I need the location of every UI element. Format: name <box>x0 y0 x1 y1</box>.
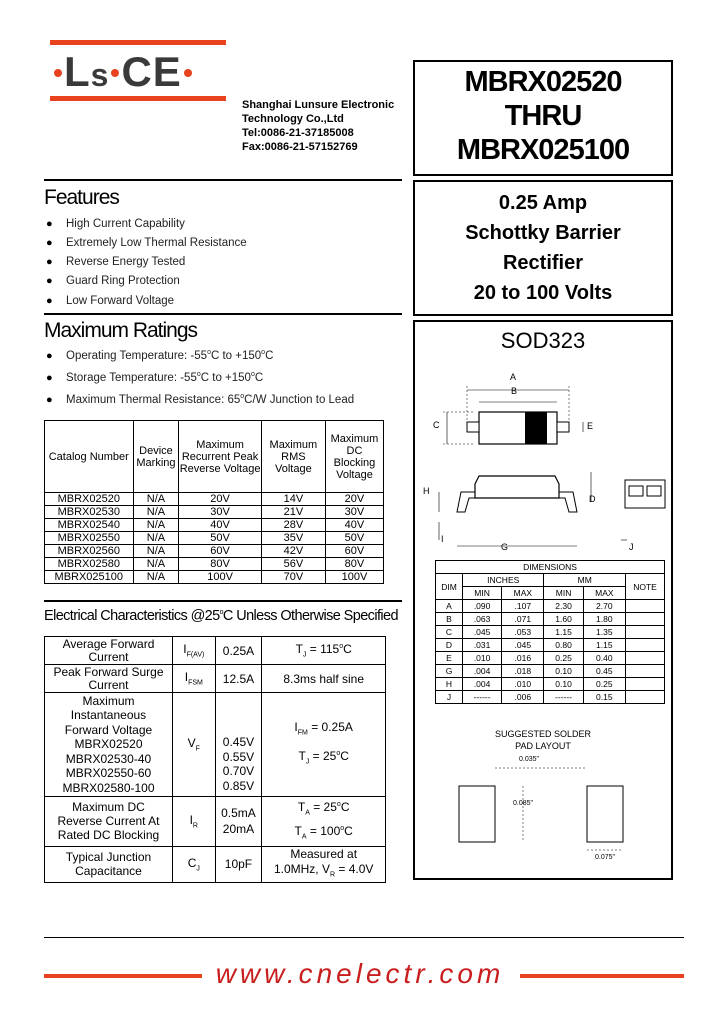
part-number-start: MBRX02520 <box>464 66 622 98</box>
features-rule <box>44 179 402 181</box>
param-label: Maximum DC Reverse Current At Rated DC Blocking <box>45 797 173 847</box>
logo-letter-l: L <box>64 48 91 95</box>
ratings-heading: Maximum Ratings <box>44 319 198 342</box>
table-row: C .045 .053 1.15 1.35 <box>436 626 665 639</box>
solder-layout-title: SUGGESTED SOLDER PAD LAYOUT <box>494 729 592 751</box>
table-row: MBRX02520 N/A 20V 14V 20V <box>45 493 384 506</box>
dim-label-a: A <box>510 372 517 382</box>
company-name-line2: Technology Co.,Ltd <box>242 113 344 125</box>
cathode-band <box>525 412 547 444</box>
electrical-rule <box>44 600 402 602</box>
table-row: Typical Junction Capacitance $C_J$ 10pF Measured at 1.0MHz, $V_R = 4.0V$ <box>45 846 386 882</box>
device-class: Rectifier <box>502 252 584 274</box>
logo-letters-ce: CE <box>121 48 182 95</box>
param-condition: Measured at 1.0MHz, $V_R = 4.0V$ <box>262 846 386 882</box>
bullet-icon: ● <box>46 295 53 307</box>
bullet-icon: ● <box>46 218 53 230</box>
company-tel: Tel:0086-21-37185008 <box>242 127 354 139</box>
logo-top-bar <box>50 40 226 45</box>
dim-label-j: J <box>629 542 634 552</box>
dimensions-title: DIMENSIONS <box>436 561 665 574</box>
dim-label-i: I <box>441 534 444 544</box>
table-row: Maximum Instantaneous Forward Voltage MBRX02520 MBRX02530-40 MBRX02550-60 MBRX02580-100 $V_F$ 0.45V 0.55V 0.70V 0.85V $I_{FM} = 0.25A$ $T_J = 25^oC$ <box>45 693 386 797</box>
bullet-icon: ● <box>46 275 53 287</box>
param-label: Average Forward Current <box>45 637 173 665</box>
bullet-icon: ● <box>46 394 53 406</box>
dim-label-g: G <box>501 542 509 552</box>
table-row: MBRX02540 N/A 40V 28V 40V <box>45 519 384 532</box>
param-condition: $I_{FM} = 0.25A$ $T_J = 25^oC$ <box>262 693 386 797</box>
feature-item: Low Forward Voltage <box>66 295 175 307</box>
param-value: 0.25A <box>215 637 262 665</box>
table-row: MBRX02550 N/A 50V 35V 50V <box>45 532 384 545</box>
header-recurrent-peak-voltage: Maximum Recurrent Peak Reverse Voltage <box>179 421 261 493</box>
table-row: D .031 .045 0.80 1.15 <box>436 639 665 652</box>
dim-label-h: H <box>423 486 430 496</box>
header-catalog-number: Catalog Number <box>45 421 134 493</box>
package-drawing <box>415 362 671 562</box>
table-row: MBRX02560 N/A 60V 42V 60V <box>45 545 384 558</box>
table-header-row: DIM INCHES MM NOTE <box>436 574 665 587</box>
table-row: MBRX02530 N/A 30V 21V 30V <box>45 506 384 519</box>
table-header-row: MIN MAX MIN MAX <box>436 587 665 600</box>
rating-operating-temp: Operating Temperature: -55$^o$C to $+150^oC$ <box>66 349 274 362</box>
lead-right <box>557 422 569 432</box>
rating-thermal-resistance: Maximum Thermal Resistance: 65$^o$C/W Junction to Lead <box>66 393 355 406</box>
rating-storage-temp: Storage Temperature: -55$^o$C to $+150^oC$ <box>66 371 264 384</box>
company-name-line1: Shanghai Lunsure Electronic <box>242 99 395 111</box>
table-row: J ------ .006 ------ 0.15 <box>436 691 665 704</box>
dim-label-e: E <box>587 421 594 431</box>
feature-item: Extremely Low Thermal Resistance <box>66 237 247 249</box>
ratings-table <box>44 420 384 584</box>
bullet-icon: ● <box>46 372 53 384</box>
part-number-end: MBRX025100 <box>456 134 630 166</box>
solder-pad-right <box>587 786 623 842</box>
param-value: 12.5A <box>215 665 262 693</box>
table-header-row <box>436 561 665 574</box>
table-row: G .004 .018 0.10 0.45 <box>436 665 665 678</box>
current-rating: 0.25 Amp <box>498 192 588 214</box>
table-row: Average Forward Current $I_{F(AV)}$ 0.25A $T_J = 115^oC$ <box>45 637 386 665</box>
feature-item: High Current Capability <box>66 218 185 230</box>
feature-item: Guard Ring Protection <box>66 275 180 287</box>
lead-side-right <box>559 492 577 512</box>
param-label: Peak Forward Surge Current <box>45 665 173 693</box>
device-type: Schottky Barrier <box>465 222 621 244</box>
dim-label-d: D <box>589 494 596 504</box>
param-value: 10pF <box>215 846 262 882</box>
website-link[interactable]: www.cnelectr.com <box>215 958 505 989</box>
header-dc-blocking-voltage: Maximum DC Blocking Voltage <box>325 421 383 493</box>
package-outline-box <box>413 320 673 880</box>
features-heading: Features <box>44 186 119 209</box>
param-label: Typical Junction Capacitance <box>45 846 173 882</box>
company-info <box>242 98 394 154</box>
param-condition: 8.3ms half sine <box>262 665 386 693</box>
param-values: 0.5mA 20mA <box>215 797 262 847</box>
logo-dot <box>184 69 192 77</box>
logo-dot <box>54 69 62 77</box>
product-description-box <box>413 180 673 316</box>
dim-label-c: C <box>433 420 440 430</box>
package-body-side <box>475 476 559 498</box>
table-header-row <box>45 421 384 493</box>
bullet-icon: ● <box>46 350 53 362</box>
param-label: Maximum Instantaneous Forward Voltage MBRX02520 MBRX02530-40 MBRX02550-60 MBRX02580-100 <box>45 693 173 797</box>
company-fax: Fax:0086-21-57152769 <box>242 141 358 153</box>
electrical-table <box>44 636 386 883</box>
ratings-rule <box>44 313 402 315</box>
dim-label-b: B <box>511 386 518 396</box>
table-row: H .004 .010 0.10 0.25 <box>436 678 665 691</box>
table-row: B .063 .071 1.60 1.80 <box>436 613 665 626</box>
lead-left <box>467 422 479 432</box>
feature-item: Reverse Energy Tested <box>66 256 186 268</box>
package-name: SOD323 <box>500 328 586 353</box>
param-condition: $T_A = 25^oC$ $T_A = 100^oC$ <box>262 797 386 847</box>
solder-pad-left <box>459 786 495 842</box>
bullet-icon: ● <box>46 237 53 249</box>
lead-side-left <box>457 492 475 512</box>
table-row: Peak Forward Surge Current $I_{FSM}$ 12.5A 8.3ms half sine <box>45 665 386 693</box>
bullet-icon: ● <box>46 256 53 268</box>
company-logo <box>52 48 194 96</box>
part-number-thru: THRU <box>504 100 582 132</box>
table-row: E .010 .016 0.25 0.40 <box>436 652 665 665</box>
solder-dim-height: 0.085" <box>513 800 534 807</box>
header-device-marking: Device Marking <box>133 421 179 493</box>
param-values: 0.45V 0.55V 0.70V 0.85V <box>215 693 262 797</box>
electrical-heading: Electrical Characteristics @25$^o$C Unless Otherwise Specified <box>44 608 398 624</box>
voltage-range: 20 to 100 Volts <box>473 282 613 304</box>
logo-bottom-bar <box>50 96 226 101</box>
solder-pad-drawing <box>415 750 671 870</box>
logo-letter-s: s <box>90 57 110 93</box>
header-rms-voltage: Maximum RMS Voltage <box>261 421 325 493</box>
table-row: MBRX02580 N/A 80V 56V 80V <box>45 558 384 571</box>
table-row: MBRX025100 N/A 100V 70V 100V <box>45 571 384 584</box>
logo-dot <box>111 69 119 77</box>
solder-dim-spacing: 0.035" <box>519 756 540 763</box>
table-row: A .090 .107 2.30 2.70 <box>436 600 665 613</box>
table-row: Maximum DC Reverse Current At Rated DC Blocking $I_R$ 0.5mA 20mA $T_A = 25^oC$ $T_A = 100^oC$ <box>45 797 386 847</box>
dimensions-table <box>435 560 665 704</box>
footer-rule <box>44 937 684 938</box>
solder-dim-width: 0.075" <box>595 854 616 861</box>
part-number-box <box>413 60 673 176</box>
